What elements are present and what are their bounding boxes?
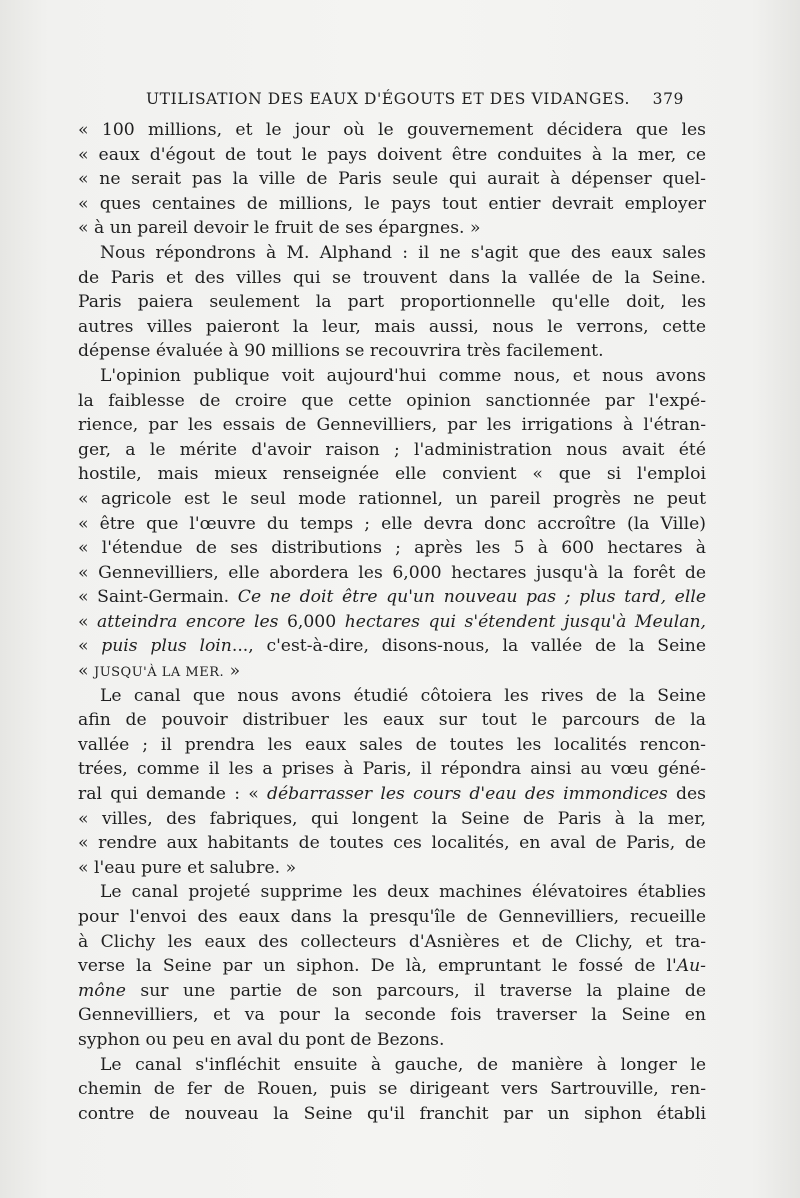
text-span: « xyxy=(78,661,94,682)
text-line xyxy=(78,1077,706,1102)
text-line xyxy=(78,659,706,684)
text-span: autres villes paieront la leur, mais aussi, nous le verrons, cette xyxy=(78,316,706,337)
text-span: la faiblesse de croire que cette opinion sanctionnée par l'expé- xyxy=(78,390,706,411)
italic-span: Ce ne doit être qu'un nouveau pas ; plus tard, elle xyxy=(237,587,707,608)
text-span: Nous répondrons à M. Alphand : il ne s'agit que des eaux sales xyxy=(100,242,706,263)
text-line xyxy=(78,585,706,610)
text-line xyxy=(78,487,706,512)
text-line xyxy=(78,315,706,340)
text-line xyxy=(78,389,706,414)
text-line xyxy=(78,462,706,487)
text-line xyxy=(78,536,706,561)
text-line xyxy=(78,339,706,364)
text-span: ..., c'est-à-dire, disons-nous, la vallée de la Seine xyxy=(231,636,706,657)
text-line xyxy=(78,856,706,881)
text-span: Le canal que nous avons étudié côtoiera les rives de la Seine xyxy=(100,685,706,706)
text-span: dépense évaluée à 90 millions se recouvrira très facilement. xyxy=(78,341,604,362)
text-span: « à un pareil devoir le fruit de ses épargnes. » xyxy=(78,218,481,239)
text-line xyxy=(78,192,706,217)
text-span: ral qui demande : « xyxy=(78,784,267,805)
text-line xyxy=(78,167,706,192)
text-line xyxy=(78,1028,706,1053)
text-line xyxy=(78,880,706,905)
italic-span: Au- xyxy=(676,956,706,977)
text-span: Gennevilliers, et va pour la seconde fois traverser la Seine en xyxy=(78,1005,706,1026)
running-header xyxy=(146,88,684,114)
text-span: Le canal projeté supprime les deux machines élévatoires établies xyxy=(100,882,706,903)
text-span: trées, comme il les a prises à Paris, il répondra ainsi au vœu géné- xyxy=(78,759,706,780)
text-span: 6,000 xyxy=(278,611,345,632)
text-span: « 100 millions, et le jour où le gouvernement décidera que les xyxy=(78,120,706,140)
italic-span: mône xyxy=(78,980,126,1001)
italic-span: puis plus loin xyxy=(101,636,232,657)
italic-span: hectares qui s'étendent jusqu'à Meulan, xyxy=(344,611,706,632)
text-span: « villes, des fabriques, qui longent la Seine de Paris à la mer, xyxy=(78,808,706,829)
text-span: « ques centaines de millions, le pays tout entier devrait employer xyxy=(78,193,706,214)
page-number: 379 xyxy=(652,90,684,108)
text-span: « Saint-Germain. xyxy=(78,587,238,608)
text-span: des xyxy=(667,784,706,805)
text-span: « xyxy=(78,611,98,632)
text-span: Le canal s'infléchit ensuite à gauche, de manière à longer le xyxy=(100,1054,706,1075)
text-span: Paris paiera seulement la part proportionnelle qu'elle doit, les xyxy=(78,292,706,313)
text-span: pour l'envoi des eaux dans la presqu'île de Gennevilliers, recueille xyxy=(78,907,706,927)
italic-span: débarrasser les cours d'eau des immondices xyxy=(267,784,668,805)
text-span: contre de nouveau la Seine qu'il franchit par un siphon établi xyxy=(78,1103,706,1124)
text-line xyxy=(78,684,706,709)
text-line xyxy=(78,1102,706,1127)
text-line xyxy=(78,634,706,659)
text-line xyxy=(78,118,706,143)
text-line xyxy=(78,782,706,807)
text-line xyxy=(78,438,706,463)
text-span: « rendre aux habitants de toutes ces localités, en aval de Paris, de xyxy=(78,833,706,854)
running-title: UTILISATION DES EAUX D'ÉGOUTS ET DES VIDANGES. xyxy=(146,90,631,108)
text-line xyxy=(78,1053,706,1078)
text-span: hostile, mais mieux renseignée elle convient « que si l'emploi xyxy=(78,464,706,485)
text-line xyxy=(78,364,706,389)
text-span: ger, a le mérite d'avoir raison ; l'administration nous avait été xyxy=(78,439,706,460)
text-line xyxy=(78,979,706,1004)
text-line xyxy=(78,757,706,782)
text-line xyxy=(78,216,706,241)
text-span: syphon ou peu en aval du pont de Bezons. xyxy=(78,1029,445,1050)
text-span: « xyxy=(78,636,102,657)
text-line xyxy=(78,733,706,758)
text-line xyxy=(78,930,706,955)
text-line xyxy=(78,512,706,537)
text-line xyxy=(78,610,706,635)
text-span: chemin de fer de Rouen, puis se dirigeant vers Sartrouville, ren- xyxy=(78,1079,706,1100)
text-span: à Clichy les eaux des collecteurs d'Asnières et de Clichy, et tra- xyxy=(78,931,706,952)
text-line xyxy=(78,241,706,266)
body-text xyxy=(78,118,706,1126)
text-span: L'opinion publique voit aujourd'hui comme nous, et nous avons xyxy=(100,365,706,386)
text-line xyxy=(78,143,706,168)
text-line xyxy=(78,290,706,315)
text-span: « eaux d'égout de tout le pays doivent être conduites à la mer, ce xyxy=(78,144,706,165)
text-span: de Paris et des villes qui se trouvent dans la vallée de la Seine. xyxy=(78,267,706,288)
text-line xyxy=(78,413,706,438)
text-span: verse la Seine par un siphon. De là, empruntant le fossé de l' xyxy=(78,956,677,977)
text-span: « ne serait pas la ville de Paris seule qui aurait à dépenser quel- xyxy=(78,169,706,190)
text-span: « l'étendue de ses distributions ; après les 5 à 600 hectares à xyxy=(78,538,706,559)
text-line xyxy=(78,561,706,586)
text-span: « être que l'œuvre du temps ; elle devra donc accroître (la Ville) xyxy=(78,513,706,534)
text-span: afin de pouvoir distribuer les eaux sur tout le parcours de la xyxy=(78,710,706,731)
text-line xyxy=(78,1003,706,1028)
text-span: « Gennevilliers, elle abordera les 6,000 hectares jusqu'à la forêt de xyxy=(78,562,706,583)
text-span: rience, par les essais de Gennevilliers, par les irrigations à l'étran- xyxy=(78,415,706,436)
text-line xyxy=(78,708,706,733)
text-span: « l'eau pure et salubre. » xyxy=(78,857,297,878)
text-line xyxy=(78,266,706,291)
italic-span: atteindra encore les xyxy=(97,611,279,632)
text-span: « agricole est le seul mode rationnel, un pareil progrès ne peut xyxy=(78,488,706,509)
text-line xyxy=(78,831,706,856)
text-line xyxy=(78,807,706,832)
small-caps-span: JUSQU'À LA MER. xyxy=(93,665,225,681)
text-line xyxy=(78,905,706,930)
text-span: sur une partie de son parcours, il traverse la plaine de xyxy=(125,980,706,1001)
text-span: vallée ; il prendra les eaux sales de toutes les localités rencon- xyxy=(78,734,706,755)
text-span: » xyxy=(224,661,241,682)
text-line xyxy=(78,954,706,979)
